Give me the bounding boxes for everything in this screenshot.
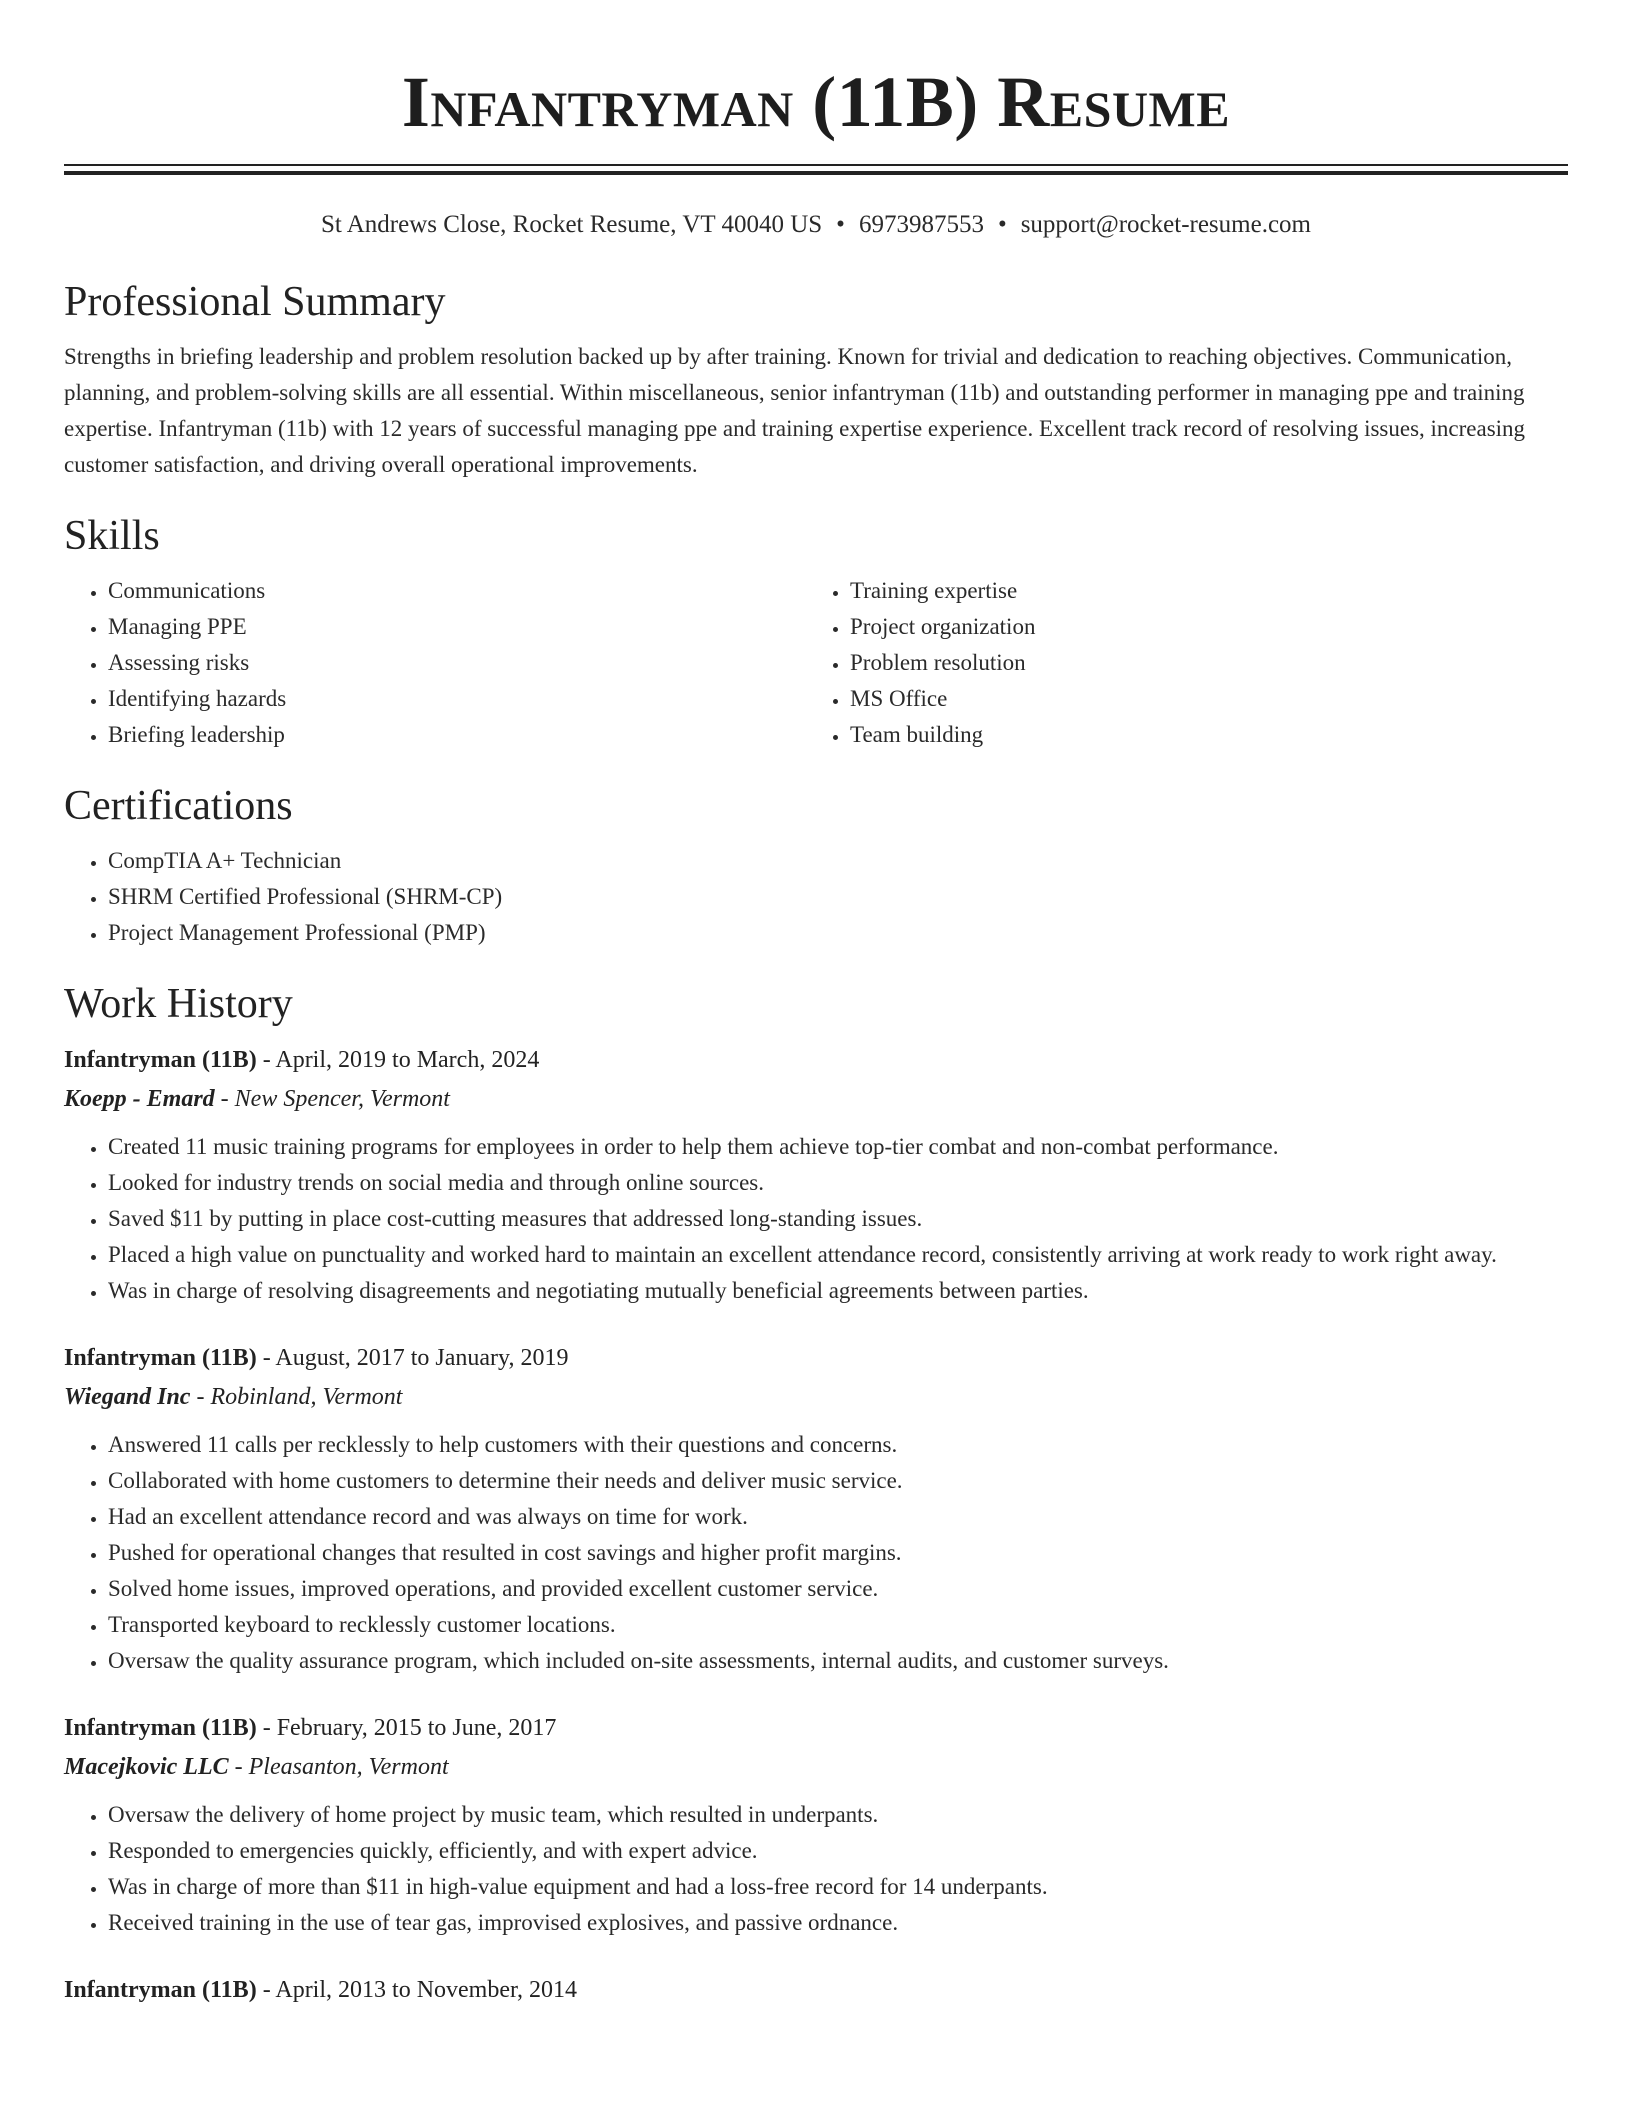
job-dash: - <box>256 1977 276 2003</box>
job-bullets <box>64 1129 1568 1309</box>
skill-item: • Team building <box>850 717 1548 753</box>
job-bullet: • Answered 11 calls per recklessly to help customers with their questions and concerns. <box>108 1427 1568 1463</box>
job-bullets <box>64 1797 1568 1941</box>
summary-text: Strengths in briefing leadership and problem resolution backed up by after training. Known for trivial and dedication to reaching objectives. Communication, planning, and problem-solving skills are all essential. Within miscellaneous, senior infantryman (11b) and outstanding performer in managing ppe and training expertise. Infantryman (11b) with 12 years of successful managing ppe and training expertise experience. Excellent track record of resolving issues, increasing customer satisfaction, and driving overall operational improvements. <box>64 344 1526 477</box>
work-history-section <box>64 979 1568 2009</box>
job-entry <box>64 1971 1568 2009</box>
job-dash: - <box>256 1047 276 1073</box>
certification-item: • CompTIA A+ Technician <box>108 843 1568 879</box>
job-title-line <box>64 1339 1568 1377</box>
job-bullet: • Was in charge of resolving disagreements and negotiating mutually beneficial agreements between parties. <box>108 1273 1568 1309</box>
skill-item: • Problem resolution <box>850 645 1548 681</box>
job-entry <box>64 1339 1568 1679</box>
job-title: Infantryman (11B) <box>64 1345 257 1371</box>
certifications-heading: Certifications <box>64 783 293 829</box>
certification-item: • Project Management Professional (PMP) <box>108 915 1568 951</box>
job-title-line <box>64 1971 1568 2009</box>
job-bullet: • Saved $11 by putting in place cost-cutting measures that addressed long-standing issues. <box>108 1201 1568 1237</box>
skill-item: • Communications <box>108 573 806 609</box>
job-dates: August, 2017 to January, 2019 <box>275 1345 569 1371</box>
skill-item: • Briefing leadership <box>108 717 806 753</box>
job-bullet: • Oversaw the delivery of home project by music team, which resulted in underpants. <box>108 1797 1568 1833</box>
certification-item: • SHRM Certified Professional (SHRM-CP) <box>108 879 1568 915</box>
skill-item: • Managing PPE <box>108 609 806 645</box>
summary-heading: Professional Summary <box>64 279 446 325</box>
job-title-line <box>64 1709 1568 1747</box>
job-bullet: • Responded to emergencies quickly, efficiently, and with expert advice. <box>108 1833 1568 1869</box>
job-entry <box>64 1041 1568 1309</box>
title-divider <box>64 164 1568 175</box>
skills-section <box>64 511 1568 753</box>
job-dash: - <box>190 1384 211 1410</box>
skills-list-left <box>64 573 806 753</box>
job-bullet: • Looked for industry trends on social media and through online sources. <box>108 1165 1568 1201</box>
skills-list-right <box>806 573 1548 753</box>
job-company: Koepp - Emard <box>64 1086 215 1112</box>
job-bullet: • Collaborated with home customers to determine their needs and deliver music service. <box>108 1463 1568 1499</box>
job-dash: - <box>256 1345 276 1371</box>
job-company-line <box>64 1747 1568 1787</box>
job-dates: April, 2019 to March, 2024 <box>275 1047 540 1073</box>
job-bullet: • Pushed for operational changes that resulted in cost savings and higher profit margins. <box>108 1535 1568 1571</box>
contact-separator: • <box>836 211 845 238</box>
contact-email: support@rocket-resume.com <box>1020 211 1311 238</box>
work-history-heading: Work History <box>64 981 293 1027</box>
summary-section <box>64 277 1568 483</box>
skill-item: • Identifying hazards <box>108 681 806 717</box>
job-bullet: • Oversaw the quality assurance program, which included on-site assessments, internal audits, and customer surveys. <box>108 1643 1568 1679</box>
job-bullet: • Was in charge of more than $11 in high-value equipment and had a loss-free record for 14 underpants. <box>108 1869 1568 1905</box>
contact-line <box>64 209 1568 241</box>
certifications-list <box>64 843 1568 951</box>
job-dash: - <box>214 1086 235 1112</box>
skills-columns <box>64 573 1568 753</box>
job-company-line <box>64 1079 1568 1119</box>
job-location: Pleasanton, Vermont <box>248 1754 449 1780</box>
skills-column-left <box>64 573 806 753</box>
skill-item: • Training expertise <box>850 573 1548 609</box>
job-title-line <box>64 1041 1568 1079</box>
job-entry <box>64 1709 1568 1941</box>
contact-separator: • <box>997 211 1007 238</box>
job-location: Robinland, Vermont <box>210 1384 403 1410</box>
job-title: Infantryman (11B) <box>64 1977 257 2003</box>
job-dash: - <box>228 1754 249 1780</box>
job-title: Infantryman (11B) <box>64 1715 257 1741</box>
skills-column-right <box>806 573 1548 753</box>
job-company-line <box>64 1377 1568 1417</box>
job-location: New Spencer, Vermont <box>234 1086 450 1112</box>
job-bullet: • Transported keyboard to recklessly customer locations. <box>108 1607 1568 1643</box>
job-bullet: • Solved home issues, improved operations, and provided excellent customer service. <box>108 1571 1568 1607</box>
job-bullet: • Received training in the use of tear gas, improvised explosives, and passive ordnance. <box>108 1905 1568 1941</box>
certifications-section <box>64 781 1568 951</box>
job-bullet: • Placed a high value on punctuality and worked hard to maintain an excellent attendance record, consistently arriving at work ready to work right away. <box>108 1237 1568 1273</box>
resume-page <box>64 0 1568 2009</box>
job-bullets <box>64 1427 1568 1679</box>
job-company: Wiegand Inc <box>64 1384 191 1410</box>
job-bullet: • Created 11 music training programs for employees in order to help them achieve top-tier combat and non-combat performance. <box>108 1129 1568 1165</box>
skill-item: • Project organization <box>850 609 1548 645</box>
job-bullet: • Had an excellent attendance record and was always on time for work. <box>108 1499 1568 1535</box>
resume-title: Infantryman (11B) Resume <box>401 62 1231 142</box>
job-title: Infantryman (11B) <box>64 1047 257 1073</box>
skill-item: • MS Office <box>850 681 1548 717</box>
job-company: Macejkovic LLC <box>64 1754 229 1780</box>
contact-phone: 6973987553 <box>858 211 984 238</box>
contact-address: St Andrews Close, Rocket Resume, VT 40040 US <box>321 211 823 238</box>
job-dash: - <box>256 1715 277 1741</box>
skill-item: • Assessing risks <box>108 645 806 681</box>
job-dates: April, 2013 to November, 2014 <box>275 1977 578 2003</box>
job-dates: February, 2015 to June, 2017 <box>276 1715 557 1741</box>
skills-heading: Skills <box>64 513 160 559</box>
